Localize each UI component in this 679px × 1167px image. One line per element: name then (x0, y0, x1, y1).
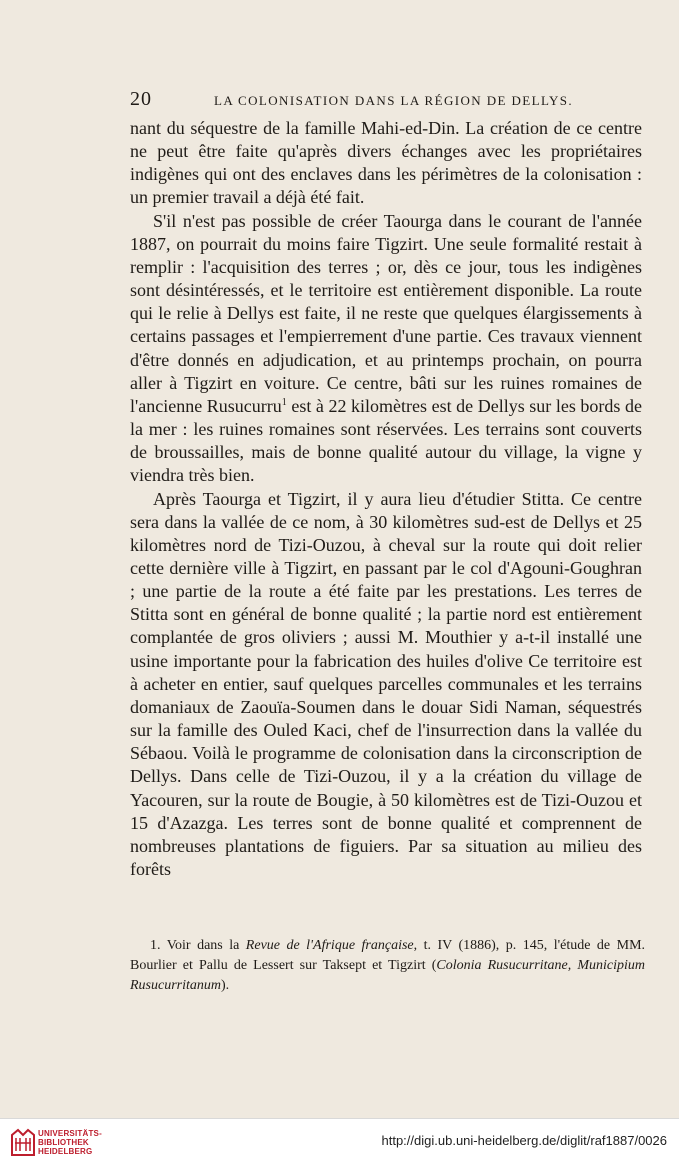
library-name-line-3: HEIDELBERG (38, 1147, 93, 1156)
paragraph-2-text: S'il n'est pas possible de créer Taourga dans le courant de l'année 1887, on pourrait du moins faire Tigzirt. Une seule formalité restait à remplir : l'acquisition des terres ; or, dès ce jour, tous les indigènes sont désintéressés, et le territoire est entièrement disponible. La route qui le relie à Dellys est faite, il ne reste que quelques élargissements à certains passages et l'empierrement d'une partie. Ces travaux viennent d'être donnés en adjudication, et au printemps prochain, on pourra aller à Tigzirt en voiture. Ce centre, bâti sur les ruines romaines de l'ancienne Rusucurru (130, 210, 642, 416)
page-header (130, 88, 650, 112)
footnote-text-c: ). (221, 978, 230, 993)
footnote-text (130, 936, 645, 996)
source-url-link[interactable]: http://digi.ub.uni-heidelberg.de/diglit/raf1887/0026 (381, 1133, 667, 1148)
library-name (38, 1129, 102, 1156)
paragraph-1: nant du séquestre de la famille Mahi-ed-Din. La création de ce centre ne peut être faite qu'après divers échanges avec les propriétaires indigènes qui ont des enclaves dans les périmètres de la colonisation : un premier travail a déjà été fait. (130, 118, 642, 208)
footnote (130, 936, 645, 996)
paragraph-2 (130, 210, 642, 488)
footnote-number: 1. (150, 938, 161, 953)
heidelberg-library-logo-icon (10, 1127, 36, 1157)
journal-title: Revue de l'Afrique française (245, 938, 414, 953)
footnote-text-b: , t. IV (1886), p. 145, l'étude de MM. Bourlier et Pallu de Lessert sur Taksept et Tigzirt ( (130, 938, 646, 973)
page-number: 20 (130, 88, 152, 110)
main-text (130, 117, 642, 881)
paragraph-2-continuation: est à 22 kilomètres est de Dellys sur les bords de la mer : les ruines romaines sont réservées. Les terrains sont couverts de broussailles, mais de bonne qualité autour du village, la vigne y viendra très bien. (130, 395, 642, 486)
latin-names: Colonia Rusucurritane, Municipium Rusucurritanum (130, 958, 645, 993)
footnote-marker[interactable]: 1 (281, 396, 287, 408)
library-name-line-2: BIBLIOTHEK (38, 1138, 89, 1147)
viewer-footer (0, 1118, 679, 1167)
paragraph-3: Après Taourga et Tigzirt, il y aura lieu d'étudier Stitta. Ce centre sera dans la vallée de ce nom, à 30 kilomètres sud-est de Dellys et 25 kilomètres nord de Tizi-Ouzou, à cheval sur la route qui doit relier cette dernière ville à Tigzirt, en passant par le col d'Agouni-Goughran ; une partie de la route a été faite par les prestations. Les terres de Stitta sont en général de bonne qualité ; la partie nord est entièrement complantée de gros oliviers ; aussi M. Mouthier y a-t-il installé une usine importante pour la fabrication des huiles d'olive Ce territoire est à acheter en entier, sauf quelques parcelles communales et les terrains domaniaux de Zaouïa-Soumen dans le douar Sidi Naman, séquestrés sur la famille des Ouled Kaci, chef de l'insurrection dans la vallée du Sébaou. Voilà le programme de colonisation dans la circonscription de Dellys. Dans celle de Tizi-Ouzou, il y a la création du village de Yacouren, sur la route de Bougie, à 50 kilomètres est de Tizi-Ouzou et 15 d'Azazga. Les terres sont de bonne qualité et comprennent de nombreuses plantations de figuiers. Par sa situation au milieu des forêts (130, 488, 642, 879)
running-head: LA COLONISATION DANS LA RÉGION DE DELLYS. (214, 93, 574, 108)
footnote-text-a: Voir dans la (166, 938, 240, 953)
library-name-line-1: UNIVERSITÄTS- (38, 1129, 102, 1138)
